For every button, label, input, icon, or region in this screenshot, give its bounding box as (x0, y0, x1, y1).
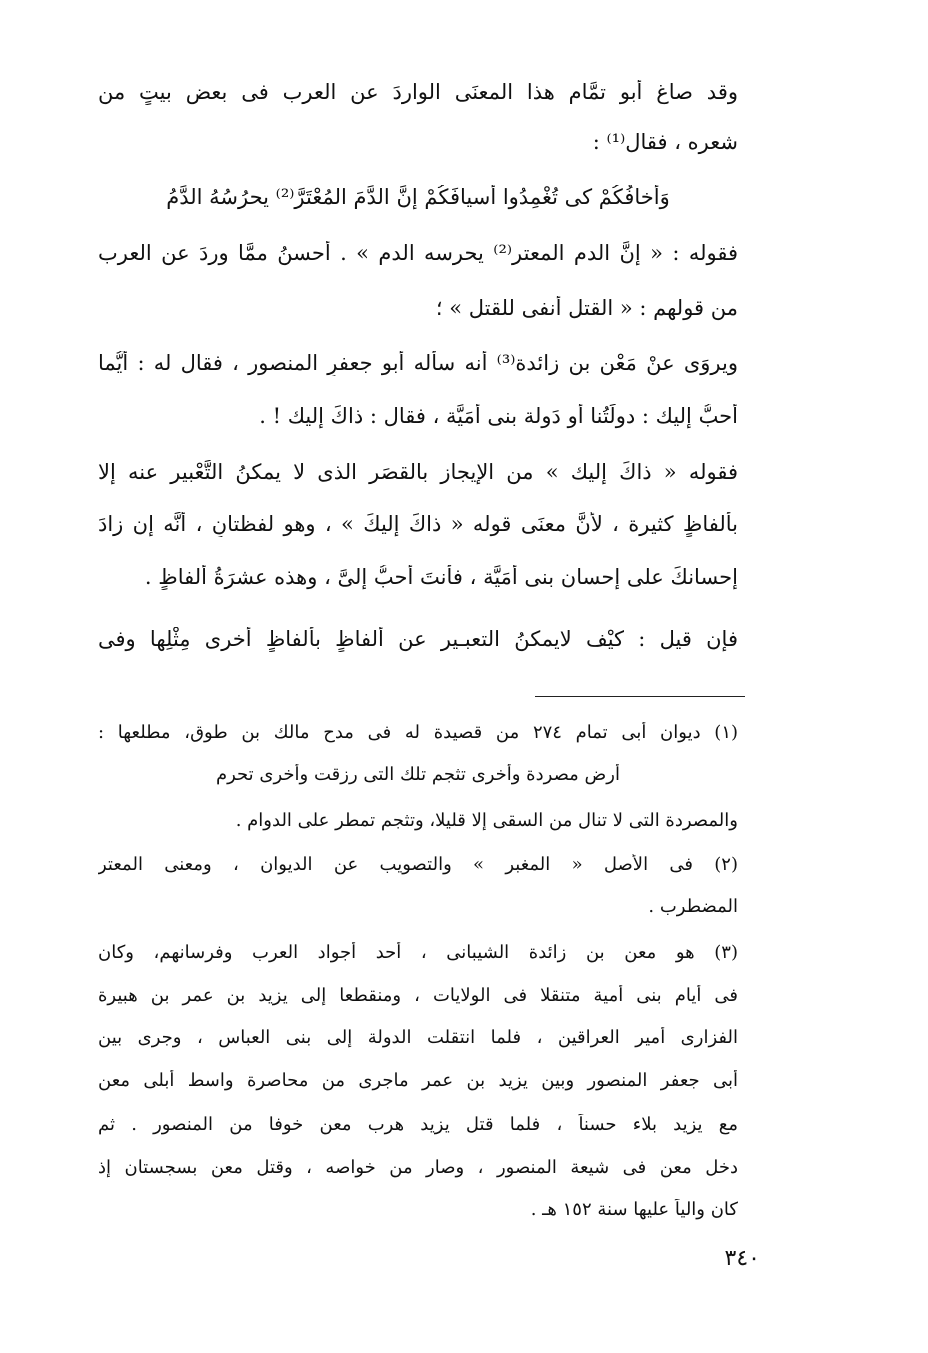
body-line: فإن قيل : كيْف لايمكنُ التعبـير عن ألفاظٍ بألفاظٍ أُخرى مِثْلِها وفى (98, 627, 738, 651)
body-line: بألفاظٍ كثيرة ، لأنَّ معنَى قوله « ذاكَ إليكَ » ، وهو لفظتانِ ، أنَّه إن زادَ (98, 512, 738, 536)
footnote-line: الفزارى أمير العراقين ، فلما انتقلت الدولة إلى بنى العباس ، وجرى بين (98, 1027, 738, 1048)
footnote-line: (١) ديوان أبى تمام ٢٧٤ من قصيدة له فى مدح مالك بن طوق، مطلعها : (98, 722, 738, 743)
footnote-verse: أرض مصردة وأخرى تثجم تلك التى رزقت وأخرى تحرم (215, 764, 620, 785)
footnote-line: المضطرب . (648, 896, 738, 917)
page-number: ٣٤٠ (724, 1246, 760, 1271)
body-line: أحبُّ إليك : دولَتُنا أو دَولة بنى أُمَيَّة ، فقال : ذاكَ إليك ! . (259, 404, 738, 428)
footnote-line: (٢) فى الأصل « المغبر » والتصويب عن الديوان ، ومعنى المعتر (98, 854, 738, 875)
body-line: من قولهم : « القتل أنفى للقتل » ؛ (435, 296, 738, 320)
poem-verse: وَأخافُكُمْ كى تُغْمِدُوا أسيافَكُمْ إنَّ الدَّمَ المُعْتَرَّ⁽²⁾ يحرُسُهُ الدَّمُ (166, 185, 670, 209)
body-line: فقوله : « إنَّ الدم المعتر⁽²⁾ يحرسه الدم » . أحسنُ ممَّا وردَ عن العرب (98, 241, 738, 265)
body-line: شعره ، فقال⁽¹⁾ : (592, 130, 738, 154)
footnote-line: كان والياً عليها سنة ١٥٢ هـ . (530, 1199, 738, 1220)
body-line: وقد صاغ أبو تمَّام هذا المعنَى الواردَ عن العرب فى بعض بيتٍ من (98, 80, 738, 104)
footnote-divider (535, 696, 745, 697)
body-line: إحسانكَ على إحسان بنى أُمَيَّة ، فأنتَ أحبُّ إلىَّ ، وهذه عشرَةُ ألفاظٍ . (144, 565, 738, 589)
footnote-line: مع يزيد بلاء حسناً ، فلما قتل يزيد هرب معن خوفا من المنصور . ثم (98, 1114, 738, 1135)
body-line: فقوله « ذاكَ إليك » من الإيجاز بالقصَر الذى لا يمكنُ التَّعْبير عنه إلا (98, 460, 738, 484)
footnote-line: دخل معن فى شيعة المنصور ، وصار من خواصه ، وقتل معن بسجستان إذ (98, 1157, 738, 1178)
body-line: ويروَى عنْ مَعْن بن زائدة⁽³⁾ أنه سأله أبو جعفرٍ المنصور ، فقال له : أيُّما (98, 351, 738, 375)
footnote-line: والمصردة التى لا تنال من السقى إلا قليلا، وتثجم تمطر على الدوام . (235, 810, 738, 831)
footnote-line: أبى جعفر المنصور وبين يزيد بن عمر ماجرى من محاصرة واسط أبلى معن (98, 1070, 738, 1091)
footnote-line: فى أيام بنى أمية متنقلا فى الولايات ، ومنقطعا إلى يزيد بن عمر بن هبيرة (98, 985, 738, 1006)
footnote-line: (٣) هو معن بن زائدة الشيبانى ، أحد أجواد العرب وفرسانهم، وكان (98, 942, 738, 963)
